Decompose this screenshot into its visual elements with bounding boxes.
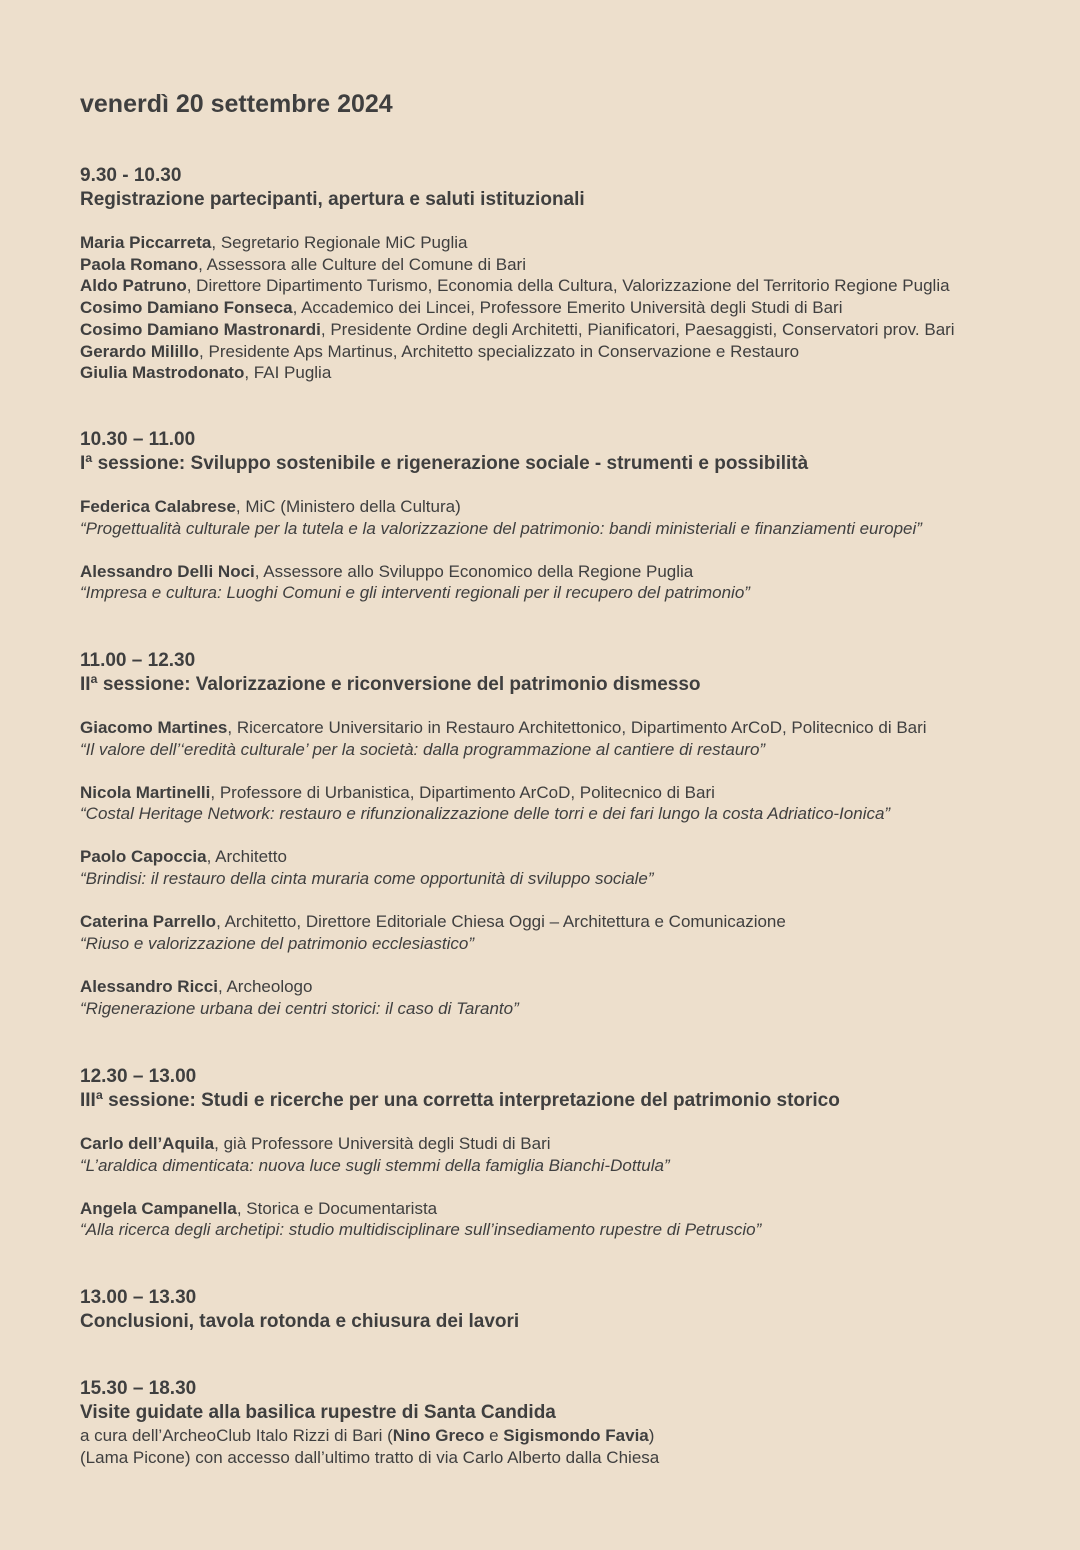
speaker-role: , Direttore Dipartimento Turismo, Economia della Cultura, Valorizzazione del Territorio Regione Puglia [186,276,950,296]
talk-title: “Costal Heritage Network: restauro e rifunzionalizzazione delle torri e dei fari lungo la costa Adriatico-Ionica” [80,804,891,824]
speaker-line [80,782,1060,804]
speaker-role: , Archeologo [217,976,313,996]
talk-title: “L’araldica dimenticata: nuova luce sugli stemmi della famiglia Bianchi-Dottula” [80,1155,670,1175]
speaker-line [80,911,1060,933]
speaker-name: Gerardo Milillo [80,341,200,361]
speaker-list [80,717,1060,1020]
speaker-role: , Assessora alle Culture del Comune di Bari [198,254,526,274]
talk-title: “Brindisi: il restauro della cinta muraria come opportunità di sviluppo sociale” [80,869,654,889]
speaker-entry [80,976,1060,1020]
access-note: (Lama Picone) con accesso dall’ultimo tratto di via Carlo Alberto dalla Chiesa [80,1448,660,1467]
speaker-line [80,362,1060,384]
speaker-role: , FAI Puglia [244,363,332,383]
speaker-name: Aldo Patruno [80,276,187,296]
time-slot: 12.30 – 13.00 [80,1066,197,1087]
time-slot: 10.30 – 11.00 [80,429,196,450]
time-slot: 13.00 – 13.30 [80,1287,197,1308]
speaker-entry [80,496,1060,540]
speaker-role: , Segretario Regionale MiC Puglia [211,233,468,252]
speaker-entry [80,782,1060,826]
organizer-suffix: ) [648,1426,655,1445]
program-block-session-1 [80,428,1060,604]
speaker-line [80,254,1060,276]
speaker-line [80,297,1060,319]
page-title: venerdì 20 settembre 2024 [80,90,393,118]
session-label: IIIª sessione [80,1090,190,1111]
speaker-name: Cosimo Damiano Fonseca [80,298,293,318]
speaker-name: Paolo Capoccia [80,847,207,867]
speaker-list [80,1133,1060,1241]
time-slot: 15.30 – 18.30 [80,1378,197,1399]
program-block-session-3 [80,1065,1060,1241]
talk-title: “Alla ricerca degli archetipi: studio multidisciplinare sull’insediamento rupestre di Petruscio” [80,1220,762,1240]
session-title: Visite guidate alla basilica rupestre di Santa Candida [80,1402,556,1423]
speaker-entry [80,1198,1060,1242]
speaker-name: Carlo dell’Aquila [80,1134,215,1153]
speaker-role: , Architetto [206,847,287,867]
speaker-role: , Architetto, Direttore Editoriale Chiesa Oggi – Architettura e Comunicazione [216,912,786,932]
speaker-name: Cosimo Damiano Mastronardi [80,319,321,339]
session-topic: : Valorizzazione e riconversione del patrimonio dismesso [184,674,701,695]
organizer-note [80,1425,1060,1447]
speaker-line [80,561,1060,583]
speaker-role: , Professore di Urbanistica, Dipartimento ArCoD, Politecnico di Bari [210,782,715,802]
session-title: Registrazione partecipanti, apertura e saluti istituzionali [80,189,585,210]
speaker-role: , già Professore Università degli Studi di Bari [214,1134,551,1153]
talk-title: “Rigenerazione urbana dei centri storici: il caso di Taranto” [80,998,519,1018]
speaker-line [80,232,1060,254]
speaker-list [80,496,1060,604]
speaker-name: Alessandro Ricci [80,976,218,996]
speaker-role: , Storica e Documentarista [236,1198,438,1218]
speaker-line [80,319,1060,341]
speaker-entry [80,911,1060,955]
guide-name: Sigismondo Favia [503,1426,649,1445]
speaker-entry [80,717,1060,761]
guide-name: Nino Greco [392,1426,485,1445]
program-block-opening [80,164,1060,384]
talk-title: “Impresa e cultura: Luoghi Comuni e gli interventi regionali per il recupero del patrimonio” [80,583,750,603]
speaker-name: Nicola Martinelli [80,782,211,802]
speaker-name: Giulia Mastrodonato [80,363,245,383]
speaker-name: Federica Calabrese [80,497,236,516]
session-title [80,452,1060,476]
talk-title: “Progettualità culturale per la tutela e la valorizzazione del patrimonio: bandi ministeriali e finanziamenti europei” [80,518,922,538]
speaker-role: , MiC (Ministero della Cultura) [235,497,461,516]
program-block-conclusions [80,1286,1060,1334]
speaker-line [80,976,1060,998]
speaker-line [80,846,1060,868]
organizer-prefix: a cura dell’ArcheoClub Italo Rizzi di Bari ( [80,1426,393,1445]
speaker-line [80,275,1060,297]
session-topic: : Sviluppo sostenibile e rigenerazione sociale - strumenti e possibilità [178,453,809,474]
session-topic: : Studi e ricerche per una corretta interpretazione del patrimonio storico [189,1090,840,1111]
speaker-entry [80,846,1060,890]
speaker-name: Giacomo Martines [80,718,228,737]
speaker-line [80,1133,1060,1155]
speaker-name: Maria Piccarreta [80,233,212,252]
speaker-name: Caterina Parrello [80,912,217,932]
speaker-line [80,1198,1060,1220]
time-slot: 9.30 - 10.30 [80,165,182,186]
program-block-guided-tours [80,1377,1060,1469]
speaker-role: , Assessore allo Sviluppo Economico della Regione Puglia [254,561,694,581]
speaker-line [80,496,1060,518]
talk-title: “Il valore dell’‘eredità culturale’ per la società: dalla programmazione al cantiere di restauro” [80,739,766,759]
session-title [80,673,1060,697]
speaker-role: , Accademico dei Lincei, Professore Emerito Università degli Studi di Bari [292,298,843,318]
speaker-role: , Presidente Ordine degli Architetti, Pianificatori, Paesaggisti, Conservatori prov. Bari [320,319,955,339]
speaker-entry [80,1133,1060,1177]
talk-title: “Riuso e valorizzazione del patrimonio ecclesiastico” [80,933,475,953]
speaker-name: Angela Campanella [80,1198,237,1218]
session-label: IIª sessione [80,674,185,695]
time-slot: 11.00 – 12.30 [80,650,196,671]
speaker-entry [80,561,1060,605]
speaker-role: , Presidente Aps Martinus, Architetto specializzato in Conservazione e Restauro [199,341,800,361]
speaker-line [80,717,1060,739]
speaker-name: Alessandro Delli Noci [80,561,255,581]
conjunction: e [484,1426,504,1445]
speaker-line [80,341,1060,363]
session-title [80,1089,1060,1113]
session-title: Conclusioni, tavola rotonda e chiusura dei lavori [80,1311,520,1332]
session-label: Iª sessione [80,453,179,474]
speaker-list [80,232,1060,384]
speaker-name: Paola Romano [80,254,199,274]
speaker-role: , Ricercatore Universitario in Restauro Architettonico, Dipartimento ArCoD, Politecnico di Bari [227,718,927,737]
program-block-session-2 [80,649,1060,1020]
